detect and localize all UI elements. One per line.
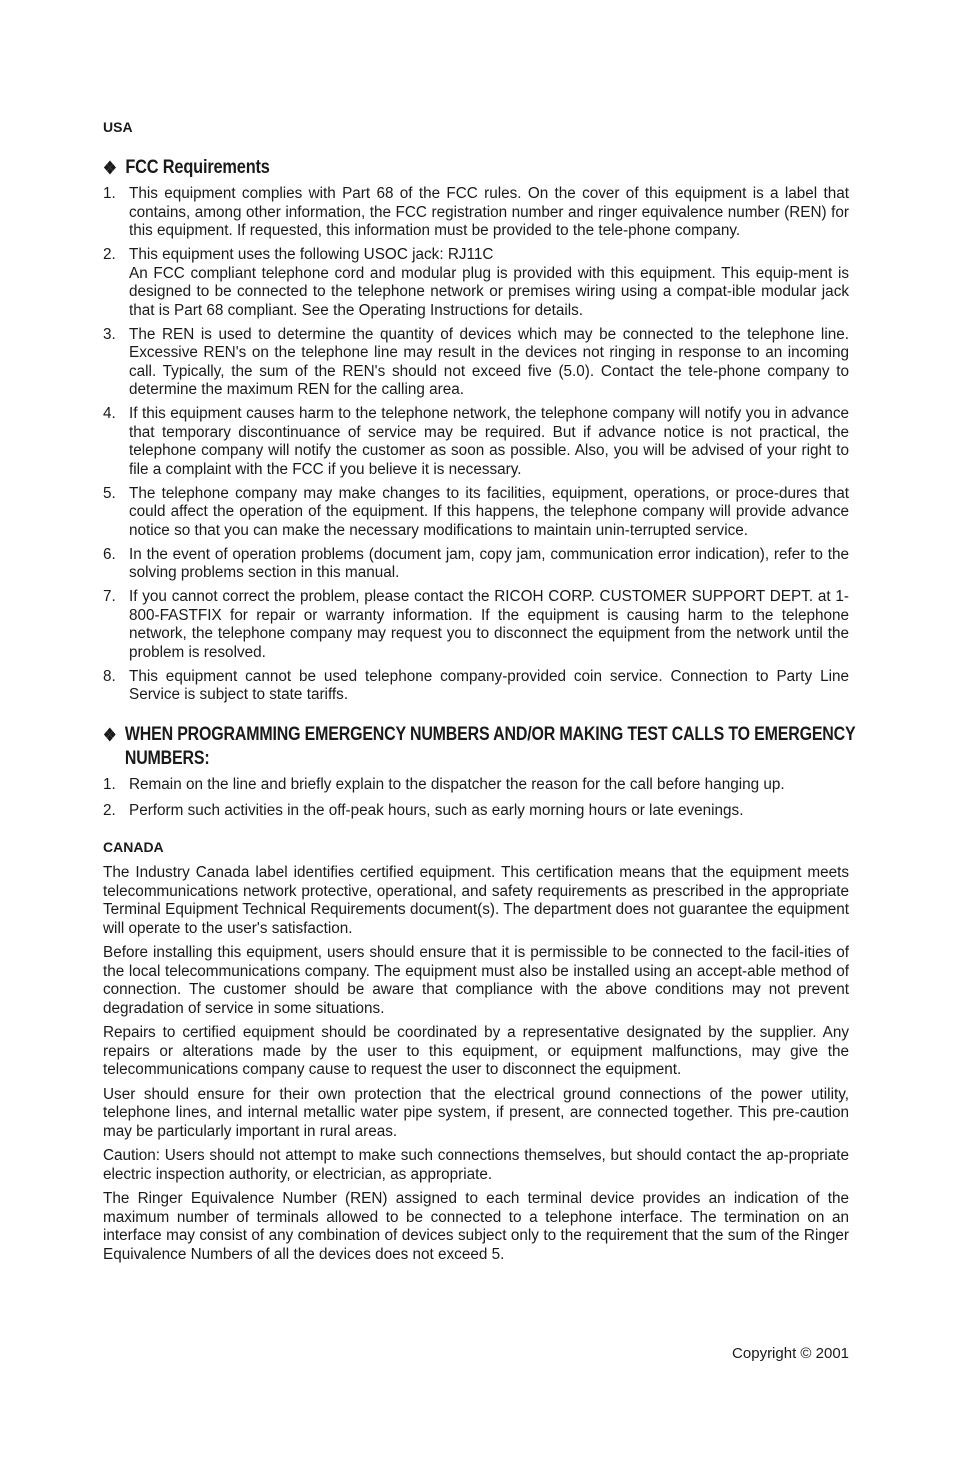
item-number: 5. (103, 484, 116, 502)
fcc-requirements-list (103, 185, 849, 705)
region-label-usa: USA (103, 119, 133, 135)
canada-paragraph: User should ensure for their own protection that the electrical ground connections of the power utility, telephone lines, and internal metallic water pipe system, if present, are connected together. This pre-caution may be particularly important in rural areas. (103, 1085, 849, 1140)
emergency-instructions-list (103, 776, 849, 821)
heading-text: WHEN PROGRAMMING EMERGENCY NUMBERS AND/OR MAKING TEST CALLS TO EMERGENCY NUMBERS: (124, 723, 856, 769)
item-text: This equipment complies with Part 68 of the FCC rules. On the cover of this equipment is a label that contains, among other information, the FCC registration number and ringer equivalence number (REN) for this equipment. If requested, this information must be provided to the tele-phone company. (129, 185, 849, 239)
canada-paragraph: Before installing this equipment, users should ensure that it is permissible to be connected to the facil-ities of the local telecommunications company. The equipment must also be installed using an accept-able method of connection. The customer should be aware that compliance with the above conditions may not prevent degradation of service in some situations. (103, 944, 849, 1017)
region-label-canada: CANADA (103, 839, 164, 855)
canada-paragraph: Caution: Users should not attempt to make such connections themselves, but should contact the ap-propriate electric inspection authority, or electrician, as appropriate. (103, 1147, 849, 1183)
item-text: Remain on the line and briefly explain to the dispatcher the reason for the call before hanging up. (129, 775, 785, 793)
list-item (77, 588, 849, 662)
list-item (77, 185, 849, 241)
item-text: This equipment uses the following USOC jack: RJ11C (129, 246, 494, 263)
item-number: 1. (103, 185, 116, 202)
item-text: If you cannot correct the problem, please contact the RICOH CORP. CUSTOMER SUPPORT DEPT. at 1-800-FASTFIX for repair or warranty information. If the equipment is causing harm to the telephone network, the telephone company may request you to disconnect the equipment from the network until the problem is resolved. (129, 588, 849, 661)
item-number: 1. (103, 775, 116, 793)
list-item (77, 546, 849, 583)
list-item (77, 485, 849, 541)
item-number: 4. (103, 405, 116, 422)
item-number: 6. (103, 545, 116, 563)
item-text: This equipment cannot be used telephone company-provided coin service. Connection to Party Line Service is subject to state tariffs. (129, 667, 849, 703)
emergency-numbers-heading (103, 723, 871, 771)
canada-paragraph: Repairs to certified equipment should be coordinated by a representative designated by the supplier. Any repairs or alterations made by the user to this equipment, or equipment malfunctions, may give the telecommunications company cause to request the user to disconnect the equipment. (103, 1024, 849, 1078)
item-number: 3. (103, 325, 116, 343)
diamond-bullet-icon: ❖ (103, 724, 117, 745)
item-number: 7. (103, 588, 116, 605)
copyright-notice: Copyright © 2001 (732, 1345, 849, 1362)
item-text: The telephone company may make changes to its facilities, equipment, operations, or proce-dures that could affect the operation of the equipment. If this happens, the telephone company will provide advance notice so that you can make the necessary modifications to maintain unin-terrupted service. (129, 484, 849, 539)
item-number: 2. (103, 801, 116, 819)
list-item (77, 405, 849, 479)
heading-text: FCC Requirements (125, 157, 270, 178)
item-text: Perform such activities in the off-peak hours, such as early morning hours or late evenings. (129, 801, 744, 819)
item-text-continued: An FCC compliant telephone cord and modular plug is provided with this equipment. This equip-ment is designed to be connected to the telephone network or premises wiring using a compat-ible modular jack that is Part 68 compliant. See the Operating Instructions for details. (129, 264, 849, 319)
list-item (77, 668, 849, 705)
diamond-bullet-icon: ❖ (103, 158, 117, 178)
fcc-requirements-heading (103, 156, 870, 180)
list-item (77, 776, 849, 795)
item-number: 2. (103, 246, 116, 263)
list-item (77, 246, 849, 320)
item-text: The REN is used to determine the quantity of devices which may be connected to the telephone line. Excessive REN's on the telephone line may result in the devices not ringing in response to an incoming call. Typically, the sum of the REN's should not exceed five (5.0). Contact the tele-phone company to determine the maximum REN for the calling area. (129, 325, 849, 398)
list-item (77, 326, 849, 400)
page-content (103, 118, 856, 1270)
canada-paragraph: The Industry Canada label identifies certified equipment. This certification means that the equipment meets telecommunications network protective, operational, and safety requirements as prescribed in the appropriate Terminal Equipment Technical Requirements document(s). The department does not guarantee the equipment will operate to the user's satisfaction. (103, 864, 849, 937)
list-item (77, 802, 849, 821)
canada-paragraph: The Ringer Equivalence Number (REN) assigned to each terminal device provides an indication of the maximum number of terminals allowed to be connected to a telephone interface. The termination on an interface may consist of any combination of devices subject only to the requirement that the sum of the Ringer Equivalence Numbers of all the devices does not exceed 5. (103, 1190, 849, 1263)
item-text: If this equipment causes harm to the telephone network, the telephone company will notify you in advance that temporary discontinuance of service may be required. But if advance notice is not practical, the telephone company will notify the customer as soon as possible. Also, you will be advised of your right to file a complaint with the FCC if you believe it is necessary. (129, 405, 849, 478)
item-text: In the event of operation problems (document jam, copy jam, communication error indication), refer to the solving problems section in this manual. (129, 545, 849, 581)
item-number: 8. (103, 667, 116, 685)
